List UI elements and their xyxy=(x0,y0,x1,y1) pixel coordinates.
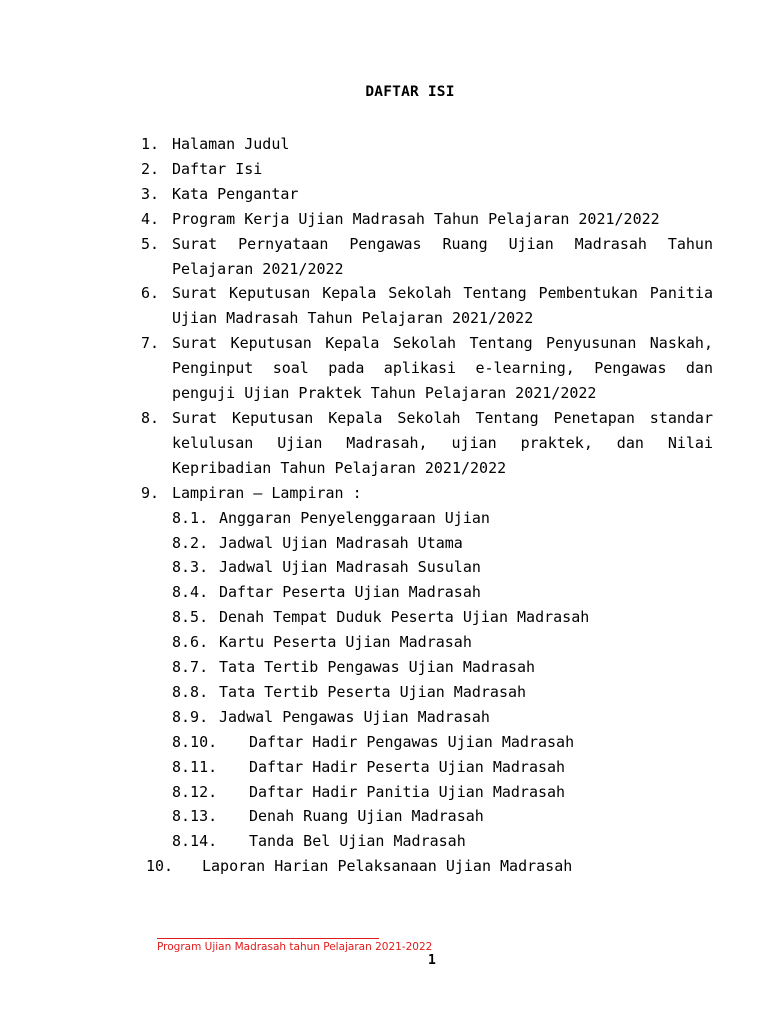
toc-item-text: Surat Keputusan Kepala Sekolah Tentang Pembentukan Panitia Ujian Madrasah Tahun Pelajaran 2021/2022 xyxy=(172,284,713,328)
toc-item-number: 8. xyxy=(141,408,160,427)
toc-item-1 xyxy=(141,132,713,157)
toc-item-text: Surat Keputusan Kepala Sekolah Tentang Penetapan standar kelulusan Ujian Madrasah, ujian praktek, dan Nilai Kepribadian Tahun Pelajaran 2021/2022 xyxy=(172,408,713,477)
toc-sub-item-8-4 xyxy=(141,580,713,605)
toc-sub-item-text: Daftar Hadir Pengawas Ujian Madrasah xyxy=(249,732,575,751)
toc-sub-item-8-3 xyxy=(141,555,713,580)
toc-sub-item-number: 8.7. xyxy=(172,658,209,677)
toc-sub-item-8-8 xyxy=(141,680,713,705)
toc-item-text: Program Kerja Ujian Madrasah Tahun Pelajaran 2021/2022 xyxy=(172,209,660,228)
toc-item-4 xyxy=(141,207,713,232)
toc-item-number: 3. xyxy=(141,184,160,203)
toc-sub-item-text: Jadwal Pengawas Ujian Madrasah xyxy=(219,707,490,726)
toc-sub-item-number: 8.10. xyxy=(172,732,218,751)
toc-sub-item-number: 8.3. xyxy=(172,558,209,577)
toc-item-text: Halaman Judul xyxy=(172,135,290,153)
footer-divider xyxy=(157,938,379,939)
toc-sub-item-number: 8.9. xyxy=(172,707,209,726)
toc-sub-item-text: Tata Tertib Peserta Ujian Madrasah xyxy=(219,682,527,701)
footer-text: Program Ujian Madrasah tahun Pelajaran 2021-2022 xyxy=(157,941,433,953)
toc-item-9 xyxy=(141,481,713,506)
toc-sub-item-number: 8.11. xyxy=(172,757,218,776)
toc-item-text: Surat Keputusan Kepala Sekolah Tentang Penyusunan Naskah, Penginput soal pada aplikasi e-learning, Pengawas dan penguji Ujian Praktek Tahun Pelajaran 2021/2022 xyxy=(172,334,713,403)
toc-item-number: 5. xyxy=(141,234,160,253)
toc-item-7 xyxy=(141,331,713,406)
toc-item-2 xyxy=(141,157,713,182)
toc-item-number: 1. xyxy=(141,135,160,153)
toc-sub-item-text: Daftar Hadir Panitia Ujian Madrasah xyxy=(249,782,566,801)
toc-sub-item-text: Denah Tempat Duduk Peserta Ujian Madrasah xyxy=(219,608,590,627)
toc-sub-item-8-9 xyxy=(141,705,713,730)
toc-sub-item-text: Daftar Peserta Ujian Madrasah xyxy=(219,583,481,602)
toc-sub-item-text: Jadwal Ujian Madrasah Utama xyxy=(219,533,463,552)
toc-item-text: Lampiran – Lampiran : xyxy=(172,483,362,502)
toc-sub-item-number: 8.14. xyxy=(172,832,218,851)
toc-item-6 xyxy=(141,281,713,331)
toc-sub-item-8-6 xyxy=(141,630,713,655)
toc-sub-item-number: 8.13. xyxy=(172,807,218,826)
page-number: 1 xyxy=(428,953,436,968)
toc-sub-item-number: 8.1. xyxy=(172,508,209,527)
toc-sub-item-8-1 xyxy=(141,506,713,531)
toc-item-text: Surat Pernyataan Pengawas Ruang Ujian Madrasah Tahun Pelajaran 2021/2022 xyxy=(172,234,713,278)
toc-item-text: Laporan Harian Pelaksanaan Ujian Madrasah xyxy=(202,857,573,876)
toc-item-text: Kata Pengantar xyxy=(172,184,299,203)
toc-sub-item-number: 8.6. xyxy=(172,633,209,652)
toc-item-3 xyxy=(141,182,713,207)
toc-sub-item-8-10 xyxy=(141,730,713,755)
toc-sub-item-8-5 xyxy=(141,605,713,630)
toc-item-10 xyxy=(141,854,713,879)
toc-sub-item-text: Tanda Bel Ujian Madrasah xyxy=(249,832,466,851)
toc-sub-item-number: 8.4. xyxy=(172,583,209,602)
toc-item-number: 6. xyxy=(141,284,160,303)
page-title: DAFTAR ISI xyxy=(365,84,455,100)
toc-sub-item-text: Anggaran Penyelenggaraan Ujian xyxy=(219,508,490,527)
table-of-contents xyxy=(141,132,713,879)
toc-sub-item-text: Kartu Peserta Ujian Madrasah xyxy=(219,633,472,652)
toc-item-number: 4. xyxy=(141,209,160,228)
toc-sub-item-number: 8.12. xyxy=(172,782,218,801)
toc-item-number: 2. xyxy=(141,159,160,178)
toc-sub-item-8-7 xyxy=(141,655,713,680)
toc-sub-item-8-11 xyxy=(141,755,713,780)
toc-sub-item-8-2 xyxy=(141,531,713,556)
toc-sub-item-number: 8.8. xyxy=(172,682,209,701)
toc-sub-item-number: 8.2. xyxy=(172,533,209,552)
toc-sub-item-text: Daftar Hadir Peserta Ujian Madrasah xyxy=(249,757,566,776)
toc-sub-item-8-14 xyxy=(141,829,713,854)
toc-sub-item-8-13 xyxy=(141,804,713,829)
toc-item-number: 10. xyxy=(146,857,174,876)
toc-sub-item-text: Jadwal Ujian Madrasah Susulan xyxy=(219,558,481,577)
toc-item-text: Daftar Isi xyxy=(172,159,263,178)
toc-sub-item-text: Tata Tertib Pengawas Ujian Madrasah xyxy=(219,658,536,677)
toc-sub-item-8-12 xyxy=(141,780,713,805)
toc-item-5 xyxy=(141,232,713,282)
toc-sub-item-text: Denah Ruang Ujian Madrasah xyxy=(249,807,484,826)
toc-sub-item-number: 8.5. xyxy=(172,608,209,627)
toc-item-number: 9. xyxy=(141,483,160,502)
toc-item-number: 7. xyxy=(141,334,160,353)
toc-item-8 xyxy=(141,406,713,481)
